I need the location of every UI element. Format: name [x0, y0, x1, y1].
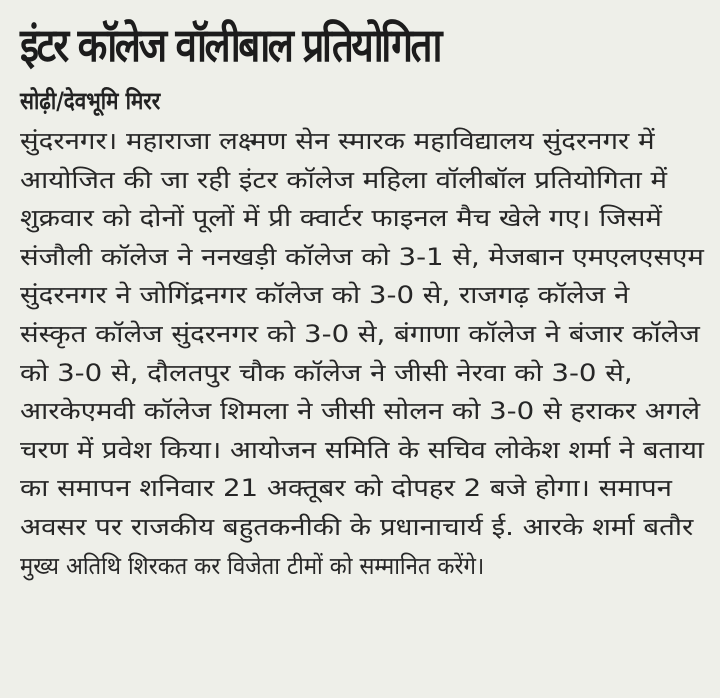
article-line: सुंदरनगर ने जोगिंद्रनगर कॉलेज को 3-0 से, राजगढ़ कॉलेज ने [20, 281, 630, 310]
dateline: सोढ़ी/देवभूमि मिरर [20, 87, 161, 115]
headline: इंटर कॉलेज वॉलीबाल प्रतियोगिता [20, 18, 440, 72]
article-line: अवसर पर राजकीय बहुतकनीकी के प्रधानाचार्य ई. आरके शर्मा बतौर [20, 512, 694, 541]
article-line: का समापन शनिवार 21 अक्तूबर को दोपहर 2 बजे होगा। समापन [20, 474, 673, 503]
article-line: चरण में प्रवेश किया। आयोजन समिति के सचिव लोकेश शर्मा ने बताया [20, 435, 704, 464]
article-line: मुख्य अतिथि शिरकत कर विजेता टीमों को सम्मानित करेंगे। [20, 551, 485, 580]
article-body [20, 122, 704, 585]
article-line: संजौली कॉलेज ने ननखड़ी कॉलेज को 3-1 से, मेजबान एमएलएसएम [20, 242, 704, 271]
article-line: सुंदरनगर। महाराजा लक्ष्मण सेन स्मारक महाविद्यालय सुंदरनगर में [20, 127, 655, 155]
article-line: शुक्रवार को दोनों पूलों में प्री क्वार्टर फाइनल मैच खेले गए। जिसमें [20, 204, 662, 233]
article-line: को 3-0 से, दौलतपुर चौक कॉलेज ने जीसी नेरवा को 3-0 से, [20, 358, 633, 387]
article-line: आयोजित की जा रही इंटर कॉलेज महिला वॉलीबॉल प्रतियोगिता में [20, 165, 668, 194]
article-line: आरकेएमवी कॉलेज शिमला ने जीसी सोलन को 3-0 से हराकर अगले [20, 397, 701, 426]
article-line: संस्कृत कॉलेज सुंदरनगर को 3-0 से, बंगाणा कॉलेज ने बंजार कॉलेज [20, 319, 700, 348]
